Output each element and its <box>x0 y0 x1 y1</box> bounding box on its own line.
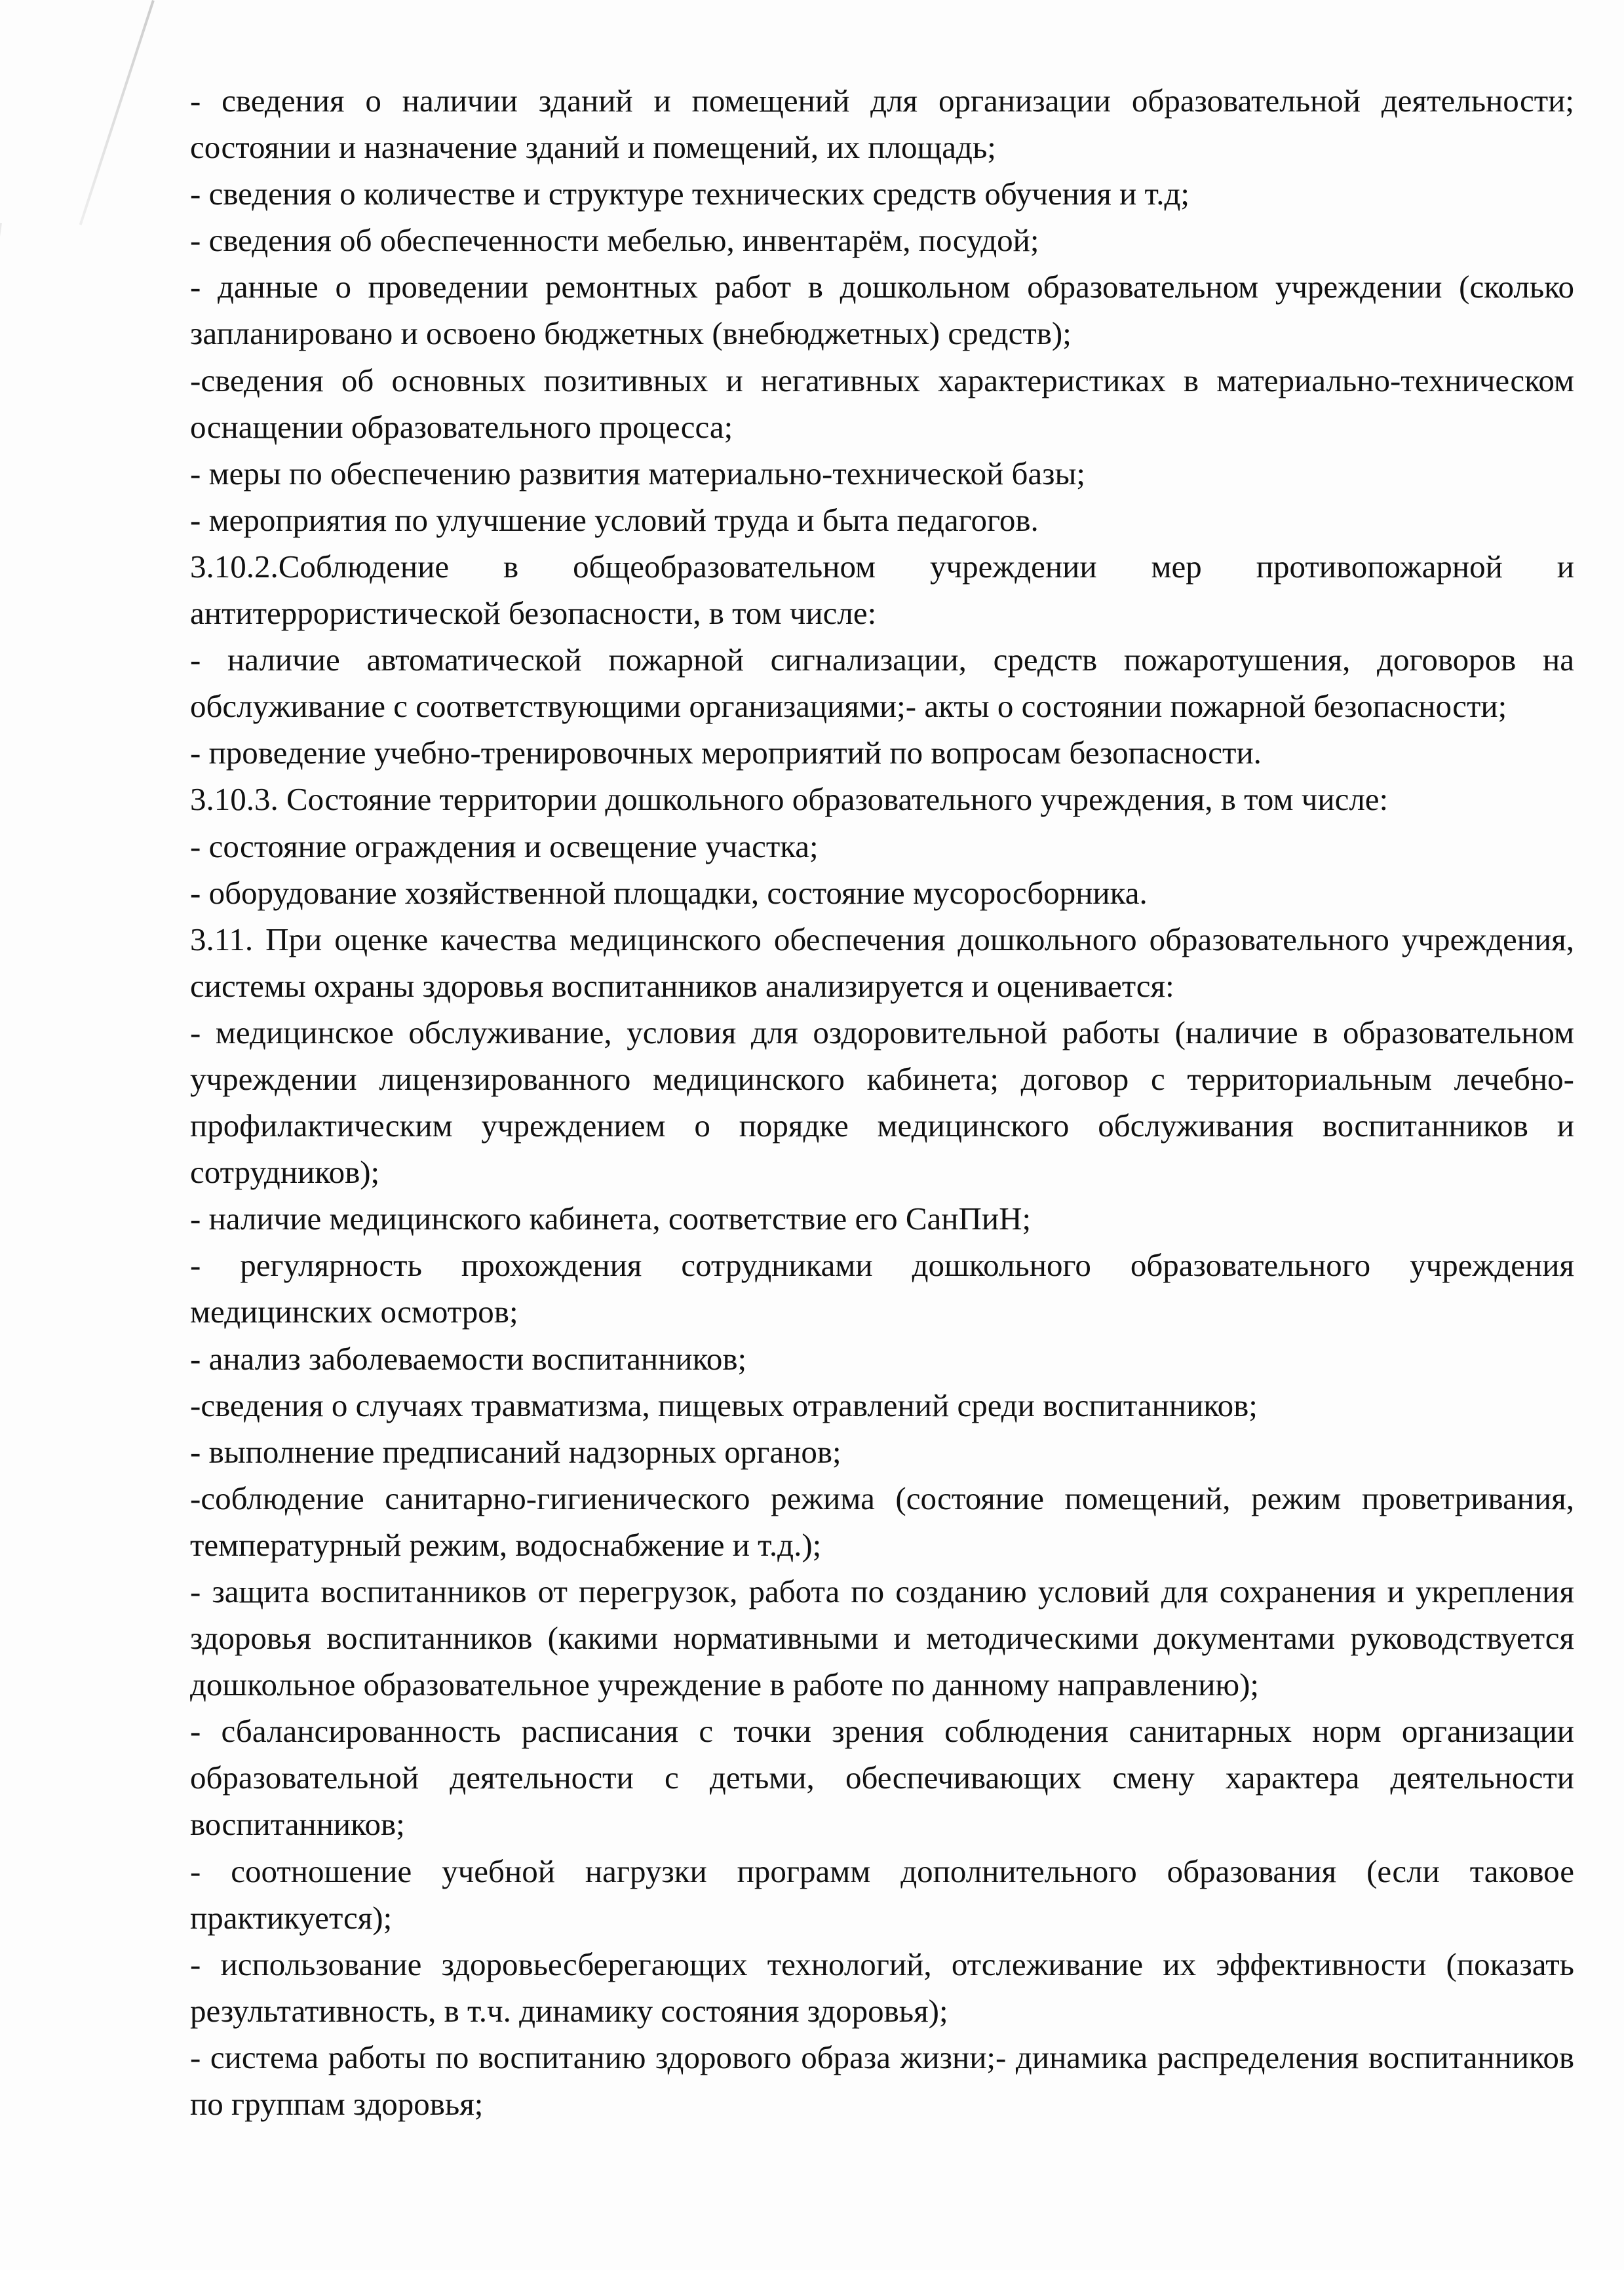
section-3-10-2: 3.10.2.Соблюдение в общеобразовательном учреждении мер противопожарной и антитеррористической безопасности, в том числе: <box>190 548 1574 632</box>
section-3-10-3: 3.10.3. Состояние территории дошкольного образовательного учреждения, в том числе: <box>190 781 1389 818</box>
paragraph-medical-room: - наличие медицинского кабинета, соответствие его СанПиН; <box>190 1201 1032 1237</box>
paragraph-sanitary-regime: -соблюдение санитарно-гигиенического режима (состояние помещений, режим проветривания, температурный режим, водоснабжение и т.д.); <box>190 1480 1574 1563</box>
paragraph-fire-alarm: - наличие автоматической пожарной сигнализации, средств пожаротушения, договоров на обслуживание с соответствующими организациями;- акты о состоянии пожарной безопасности; <box>190 642 1574 725</box>
paragraph-extra-education: - соотношение учебной нагрузки программ дополнительного образования (если таковое практикуется); <box>190 1853 1574 1936</box>
page-edge-shadow <box>0 223 2 560</box>
paragraph-inspections: - выполнение предписаний надзорных органов; <box>190 1433 841 1470</box>
paragraph-fencing: - состояние ограждения и освещение участка; <box>190 828 819 864</box>
paragraph-utility-area: - оборудование хозяйственной площадки, состояние мусоросборника. <box>190 874 1148 911</box>
paragraph-healthy-lifestyle: - система работы по воспитанию здорового образа жизни;- динамика распределения воспитанников по группам здоровья; <box>190 2039 1574 2123</box>
document-body <box>190 77 1574 2127</box>
paragraph-technical-means: - сведения о количестве и структуре технических средств обучения и т.д; <box>190 176 1190 212</box>
paragraph-injuries: -сведения о случаях травматизма, пищевых отравлений среди воспитанников; <box>190 1387 1258 1423</box>
paragraph-schedule-balance: - сбалансированность расписания с точки зрения соблюдения санитарных норм организации образовательной деятельности с детьми, обеспечивающих смену характера деятельности воспитанников; <box>190 1713 1574 1843</box>
paragraph-health-technologies: - использование здоровьесберегающих технологий, отслеживание их эффективности (показать результативность, в т.ч. динамику состояния здоровья); <box>190 1946 1574 2029</box>
paragraph-buildings-info: - сведения о наличии зданий и помещений для организации образовательной деятельности; состоянии и назначение зданий и помещений, их площадь; <box>190 83 1574 166</box>
page-fold-shadow <box>79 0 155 225</box>
paragraph-medical-checkups: - регулярность прохождения сотрудниками дошкольного образовательного учреждения медицинских осмотров; <box>190 1247 1574 1330</box>
paragraph-overload-protection: - защита воспитанников от перегрузок, работа по созданию условий для сохранения и укрепления здоровья воспитанников (какими нормативными и методическими документами руководствуется дошкольное образовательное учреждение в работе по данному направлению); <box>190 1573 1574 1703</box>
paragraph-safety-drills: - проведение учебно-тренировочных мероприятий по вопросам безопасности. <box>190 735 1262 771</box>
paragraph-medical-service: - медицинское обслуживание, условия для оздоровительной работы (наличие в образовательном учреждении лицензированного медицинского кабинета; договор с территориальным лечебно-профилактическим учреждением о порядке медицинского обслуживания воспитанников и сотрудников); <box>190 1014 1574 1191</box>
paragraph-working-conditions: - мероприятия по улучшение условий труда и быта педагогов. <box>190 501 1039 538</box>
paragraph-repairs: - данные о проведении ремонтных работ в дошкольном образовательном учреждении (сколько запланировано и освоено бюджетных (внебюджетных) средств); <box>190 269 1574 352</box>
paragraph-furniture: - сведения об обеспеченности мебелью, инвентарём, посудой; <box>190 222 1039 259</box>
paragraph-characteristics: -сведения об основных позитивных и негативных характеристиках в материально-техническом оснащении образовательного процесса; <box>190 362 1574 445</box>
section-3-11: 3.11. При оценке качества медицинского обеспечения дошкольного образовательного учреждения, системы охраны здоровья воспитанников анализируется и оценивается: <box>190 921 1574 1004</box>
paragraph-morbidity: - анализ заболеваемости воспитанников; <box>190 1340 747 1377</box>
paragraph-material-base: - меры по обеспечению развития материально-технической базы; <box>190 455 1086 491</box>
